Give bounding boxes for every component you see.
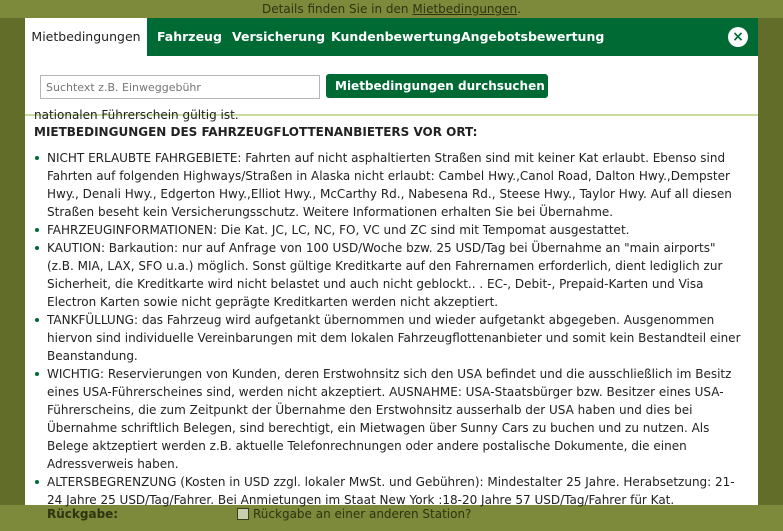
truncated-text: nationalen Führerschein gültig ist. bbox=[34, 108, 239, 122]
rental-terms-modal bbox=[25, 18, 758, 505]
search-input[interactable] bbox=[40, 75, 320, 99]
terms-content[interactable] bbox=[25, 108, 758, 507]
list-item: FAHRZEUGINFORMATIONEN: Die Kat. JC, LC, NC, FO, VC und ZC sind mit Tempomat ausgestattet. bbox=[34, 221, 744, 239]
chevron-right-icon: › bbox=[554, 79, 560, 93]
list-item: NICHT ERLAUBTE FAHRGEBIETE: Fahrten auf nicht asphaltierten Straßen sind mit keiner Kat erlaubt. Ebenso sind Fahrten auf folgenden Highways/Straßen in Alaska nicht erlaubt: Cambel Hwy.,Canol Road, Dalton Hwy.,Dempster Hwy., Denali Hwy., Edgerton Hwy.,Elliot Hwy., McCarthy Rd., Nabesena Rd., Steese Hwy., Taylor Hwy. Auf all diesen Straßen beseht kein Versicherungsschutz. Weitere Informationen erhalten Sie bei Übernahme. bbox=[34, 149, 744, 221]
return-other-station-checkbox[interactable] bbox=[237, 508, 249, 520]
background-info-text: Details finden Sie in den bbox=[262, 2, 409, 16]
terms-list bbox=[25, 149, 744, 509]
return-label: Rückgabe: bbox=[47, 507, 119, 521]
tab-mietbedingungen[interactable]: Mietbedingungen bbox=[25, 18, 147, 56]
close-icon[interactable]: × bbox=[728, 27, 748, 47]
tab-kundenbewertung[interactable]: Kundenbewertung bbox=[331, 29, 461, 44]
modal-tab-bar bbox=[25, 18, 758, 56]
list-item: KAUTION: Barkaution: nur auf Anfrage von 100 USD/Woche bzw. 25 USD/Tag bei Übernahme an "main airports" (z.B. MIA, LAX, SFO u.a.) möglich. Sonst gültige Kreditkarte auf den Fahrernamen erforderlich, dient lediglich zur Sicherheit, die Kreditkarte wird nicht belastet und auch nicht geblockt.. . EC-, Debit-, Prepaid-Karten und Visa Electron Karten sowie nicht geprägte Kreditkarten werden nicht akzeptiert. bbox=[34, 239, 744, 311]
tab-angebotsbewertung[interactable]: Angebotsbewertung bbox=[461, 29, 605, 44]
tab-versicherung[interactable]: Versicherung bbox=[232, 29, 326, 44]
tab-fahrzeug[interactable]: Fahrzeug bbox=[157, 29, 222, 44]
list-item: ALTERSBEGRENZUNG (Kosten in USD zzgl. lokaler MwSt. und Gebühren): Mindestalter 25 Jahre. Herabsetzung: 21-24 Jahre 25 USD/Tag/Fahrer. Bei Anmietungen im Staat New York :18-20 Jahre 57 USD/Tag/Fahrer für Kat. bbox=[34, 473, 744, 509]
search-button-label: Mietbedingungen durchsuchen bbox=[335, 79, 545, 93]
search-terms-button[interactable] bbox=[326, 74, 560, 98]
background-terms-link[interactable]: Mietbedingungen bbox=[412, 2, 518, 16]
list-item: TANKFÜLLUNG: das Fahrzeug wird aufgetankt übernommen und wieder aufgetankt abgegeben. Ausgenommen hiervon sind individuelle Vereinbarungen mit dem lokalen Fahrzeugflottenanbieter und somit kein Bestandteil einer Beanstandung. bbox=[34, 311, 744, 365]
return-other-station-label: Rückgabe an einer anderen Station? bbox=[253, 507, 472, 521]
list-item: WICHTIG: Reservierungen von Kunden, deren Erstwohnsitz sich den USA befindet und die ausschließlich im Besitz eines USA-Führerscheines sind, werden nicht akzeptiert. AUSNAHME: USA-Staatsbürger bzw. Besitzer eines USA-Führerscheins, die zum Zeitpunkt der Übernahme den Erstwohnsitz ausserhalb der USA haben und dies bei Übernahme schriftlich Belegen, sind berechtigt, ein Mietwagen über Sunny Cars zu buchen und zu nutzen. Als Belege aktzeptiert werden z.B. aktuelle Telefonrechnungen oder andere postalische Dokumente, die einen Adressverweis haben. bbox=[34, 365, 744, 473]
background-info-suffix: . bbox=[517, 2, 521, 16]
section-heading: MIETBEDINGUNGEN DES FAHRZEUGFLOTTENANBIETERS VOR ORT: bbox=[34, 125, 478, 139]
background-page-header bbox=[0, 0, 783, 18]
